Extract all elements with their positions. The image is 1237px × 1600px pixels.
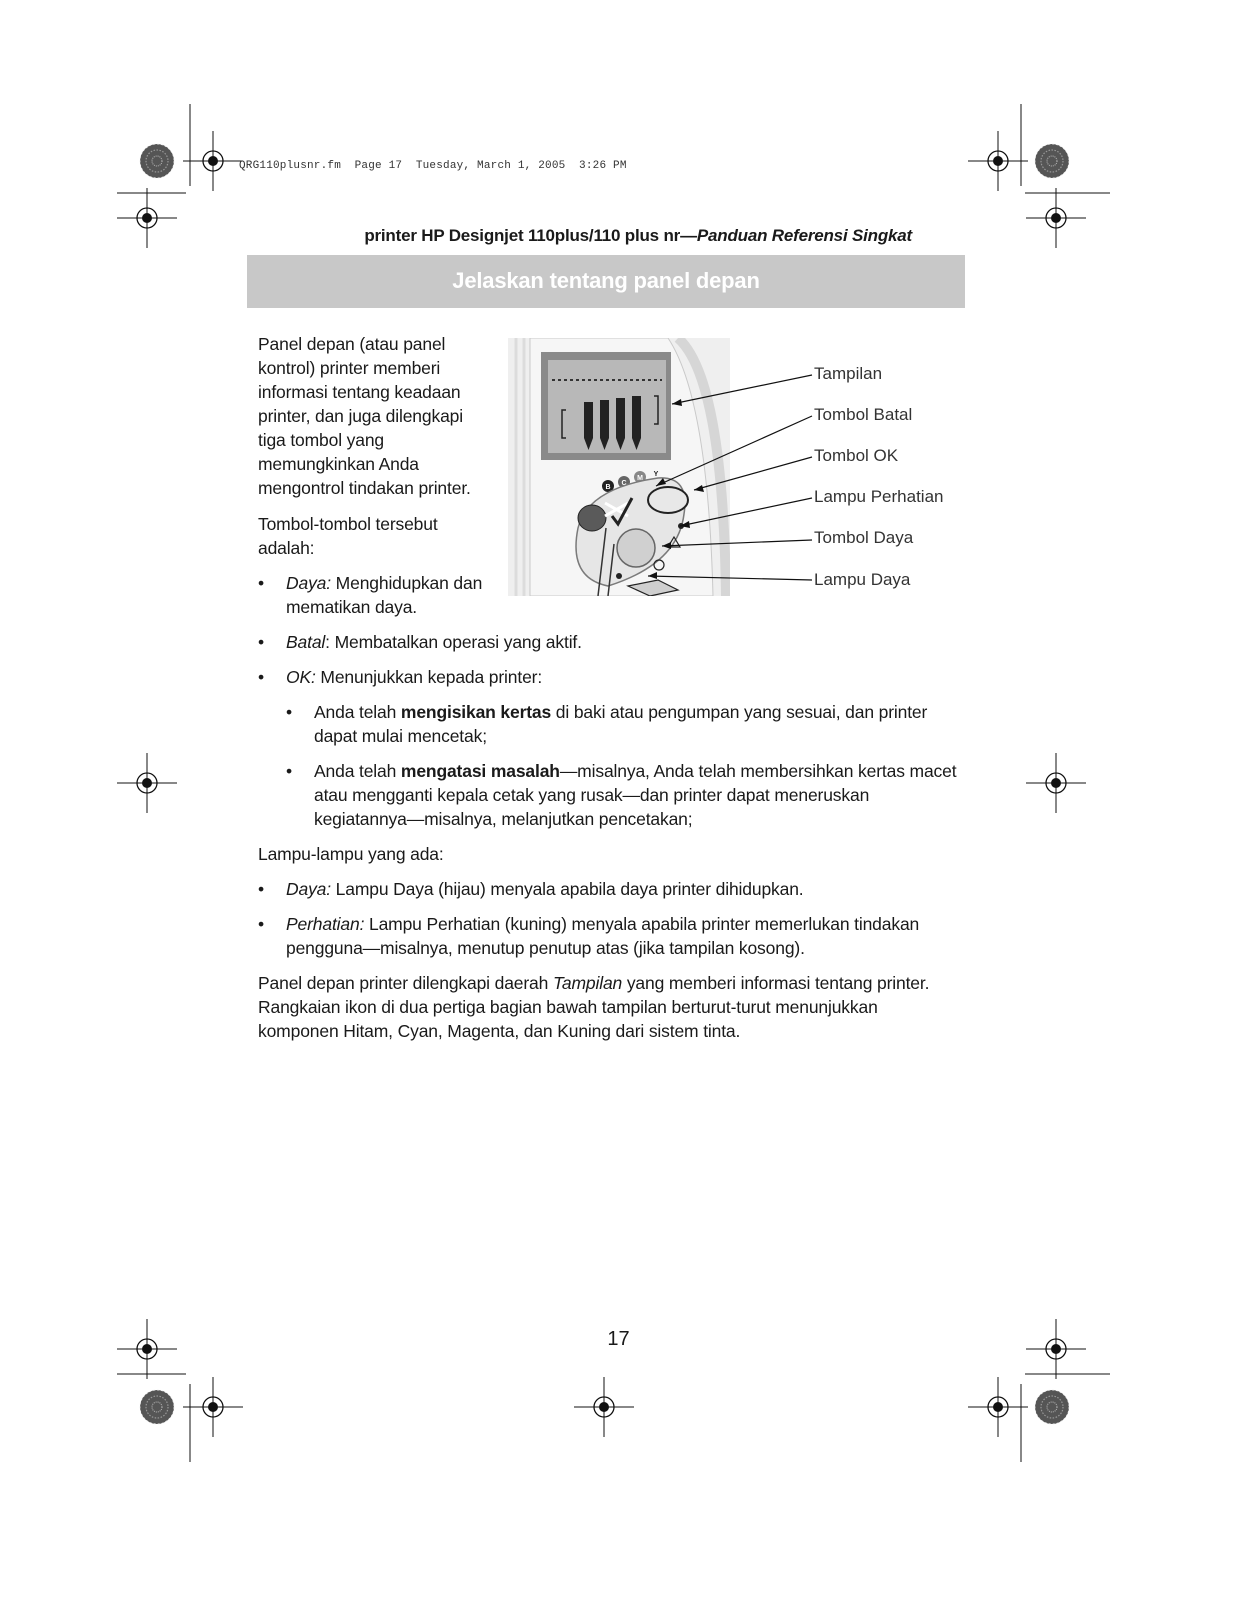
registration-mark-icon: [117, 188, 177, 248]
header-product: printer HP Designjet 110plus/110 plus nr: [364, 226, 681, 245]
emphasis: Tampilan: [552, 973, 623, 993]
callout-cancel-button: Tombol Batal: [814, 405, 913, 424]
description: Menghidupkan dan mematikan daya.: [286, 573, 483, 617]
section-title: Jelaskan tentang panel depan: [452, 268, 760, 293]
registration-mark-icon: [183, 1377, 243, 1437]
bullet: •: [258, 573, 264, 593]
callout-power-button: Tombol Daya: [814, 528, 914, 547]
list-item-attention-light: [258, 912, 958, 960]
term: OK:: [286, 667, 316, 687]
description: : Membatalkan operasi yang aktif.: [325, 632, 582, 652]
body-text: [258, 332, 958, 1043]
registration-mark-icon: [1026, 753, 1086, 813]
callout-attention-light: Lampu Perhatian: [814, 487, 944, 506]
bullet: •: [258, 879, 264, 899]
registration-mark-icon: [968, 1377, 1028, 1437]
term: Daya:: [286, 879, 331, 899]
page-number: 17: [607, 1328, 630, 1350]
file-slug: QRG110plusnr.fm Page 17 Tuesday, March 1, 2005 3:26 PM: [239, 160, 627, 172]
description: Lampu Perhatian (kuning) menyala apabila printer memerlukan tindakan pengguna—misalnya, menutup penutup atas (jika tampilan kosong).: [286, 914, 920, 958]
registration-mark-icon: [1026, 188, 1086, 248]
registration-mark-icon: [968, 131, 1028, 191]
list-item-ok-button: [258, 665, 958, 689]
running-header: [250, 226, 912, 246]
intro-paragraph: Panel depan (atau panel kontrol) printer memberi informasi tentang keadaan printer, dan juga dilengkapi tiga tombol yang memungkinkan Anda mengontrol tindakan printer.: [258, 334, 471, 498]
term: Daya:: [286, 573, 331, 593]
section-heading-band: [247, 255, 965, 308]
bullet: •: [258, 632, 264, 652]
term: Batal: [286, 632, 326, 652]
term: Perhatian:: [286, 914, 365, 934]
bullet: •: [258, 914, 264, 934]
registration-mark-icon: [574, 1377, 634, 1437]
emphasis: mengatasi masalah: [400, 761, 560, 781]
registration-mark-icon: [183, 131, 243, 191]
callout-power-light: Lampu Daya: [814, 570, 911, 589]
description: Menunjukkan kepada printer:: [315, 667, 543, 687]
buttons-intro: Tombol-tombol tersebut adalah:: [258, 514, 438, 558]
starburst-mark-icon: [1035, 1390, 1069, 1424]
callout-ok-button: Tombol OK: [814, 446, 899, 465]
svg-text:C: C: [621, 480, 627, 487]
sub-list-item: • Anda telah mengatasi masalah—misalnya, Anda telah membersihkan kertas macet atau mengganti kepala cetak yang rusak—dan printer dapat meneruskan kegiatannya—misalnya, melanjutkan pencetakan;: [286, 761, 957, 829]
starburst-mark-icon: [140, 1390, 174, 1424]
header-subtitle: Panduan Referensi Singkat: [696, 226, 912, 245]
callout-display: Tampilan: [814, 364, 883, 383]
bullet: •: [286, 702, 292, 722]
registration-mark-icon: [117, 753, 177, 813]
closing-paragraph: Panel depan printer dilengkapi daerah Tampilan yang memberi informasi tentang printer. Rangkaian ikon di dua pertiga bagian bawah tampilan berturut-turut menunjukkan komponen Hitam, Cyan, Magenta, dan Kuning dari sistem tinta.: [258, 973, 930, 1041]
svg-text:B: B: [605, 484, 611, 491]
emphasis: mengisikan kertas: [400, 702, 552, 722]
lights-intro: Lampu-lampu yang ada:: [258, 844, 444, 864]
svg-text:Y: Y: [653, 471, 659, 478]
header-separator: —: [680, 226, 697, 245]
starburst-mark-icon: [140, 144, 174, 178]
list-item-cancel-button: [258, 630, 958, 654]
starburst-mark-icon: [1035, 144, 1069, 178]
description: Lampu Daya (hijau) menyala apabila daya printer dihidupkan.: [330, 879, 804, 899]
list-item-power-button: [258, 571, 518, 619]
bullet: •: [286, 761, 292, 781]
svg-text:M: M: [637, 475, 643, 482]
list-item-power-light: [258, 877, 958, 901]
bullet: •: [258, 667, 264, 687]
sub-list-item: • Anda telah mengisikan kertas di baki atau pengumpan yang sesuai, dan printer dapat mulai mencetak;: [286, 702, 928, 746]
